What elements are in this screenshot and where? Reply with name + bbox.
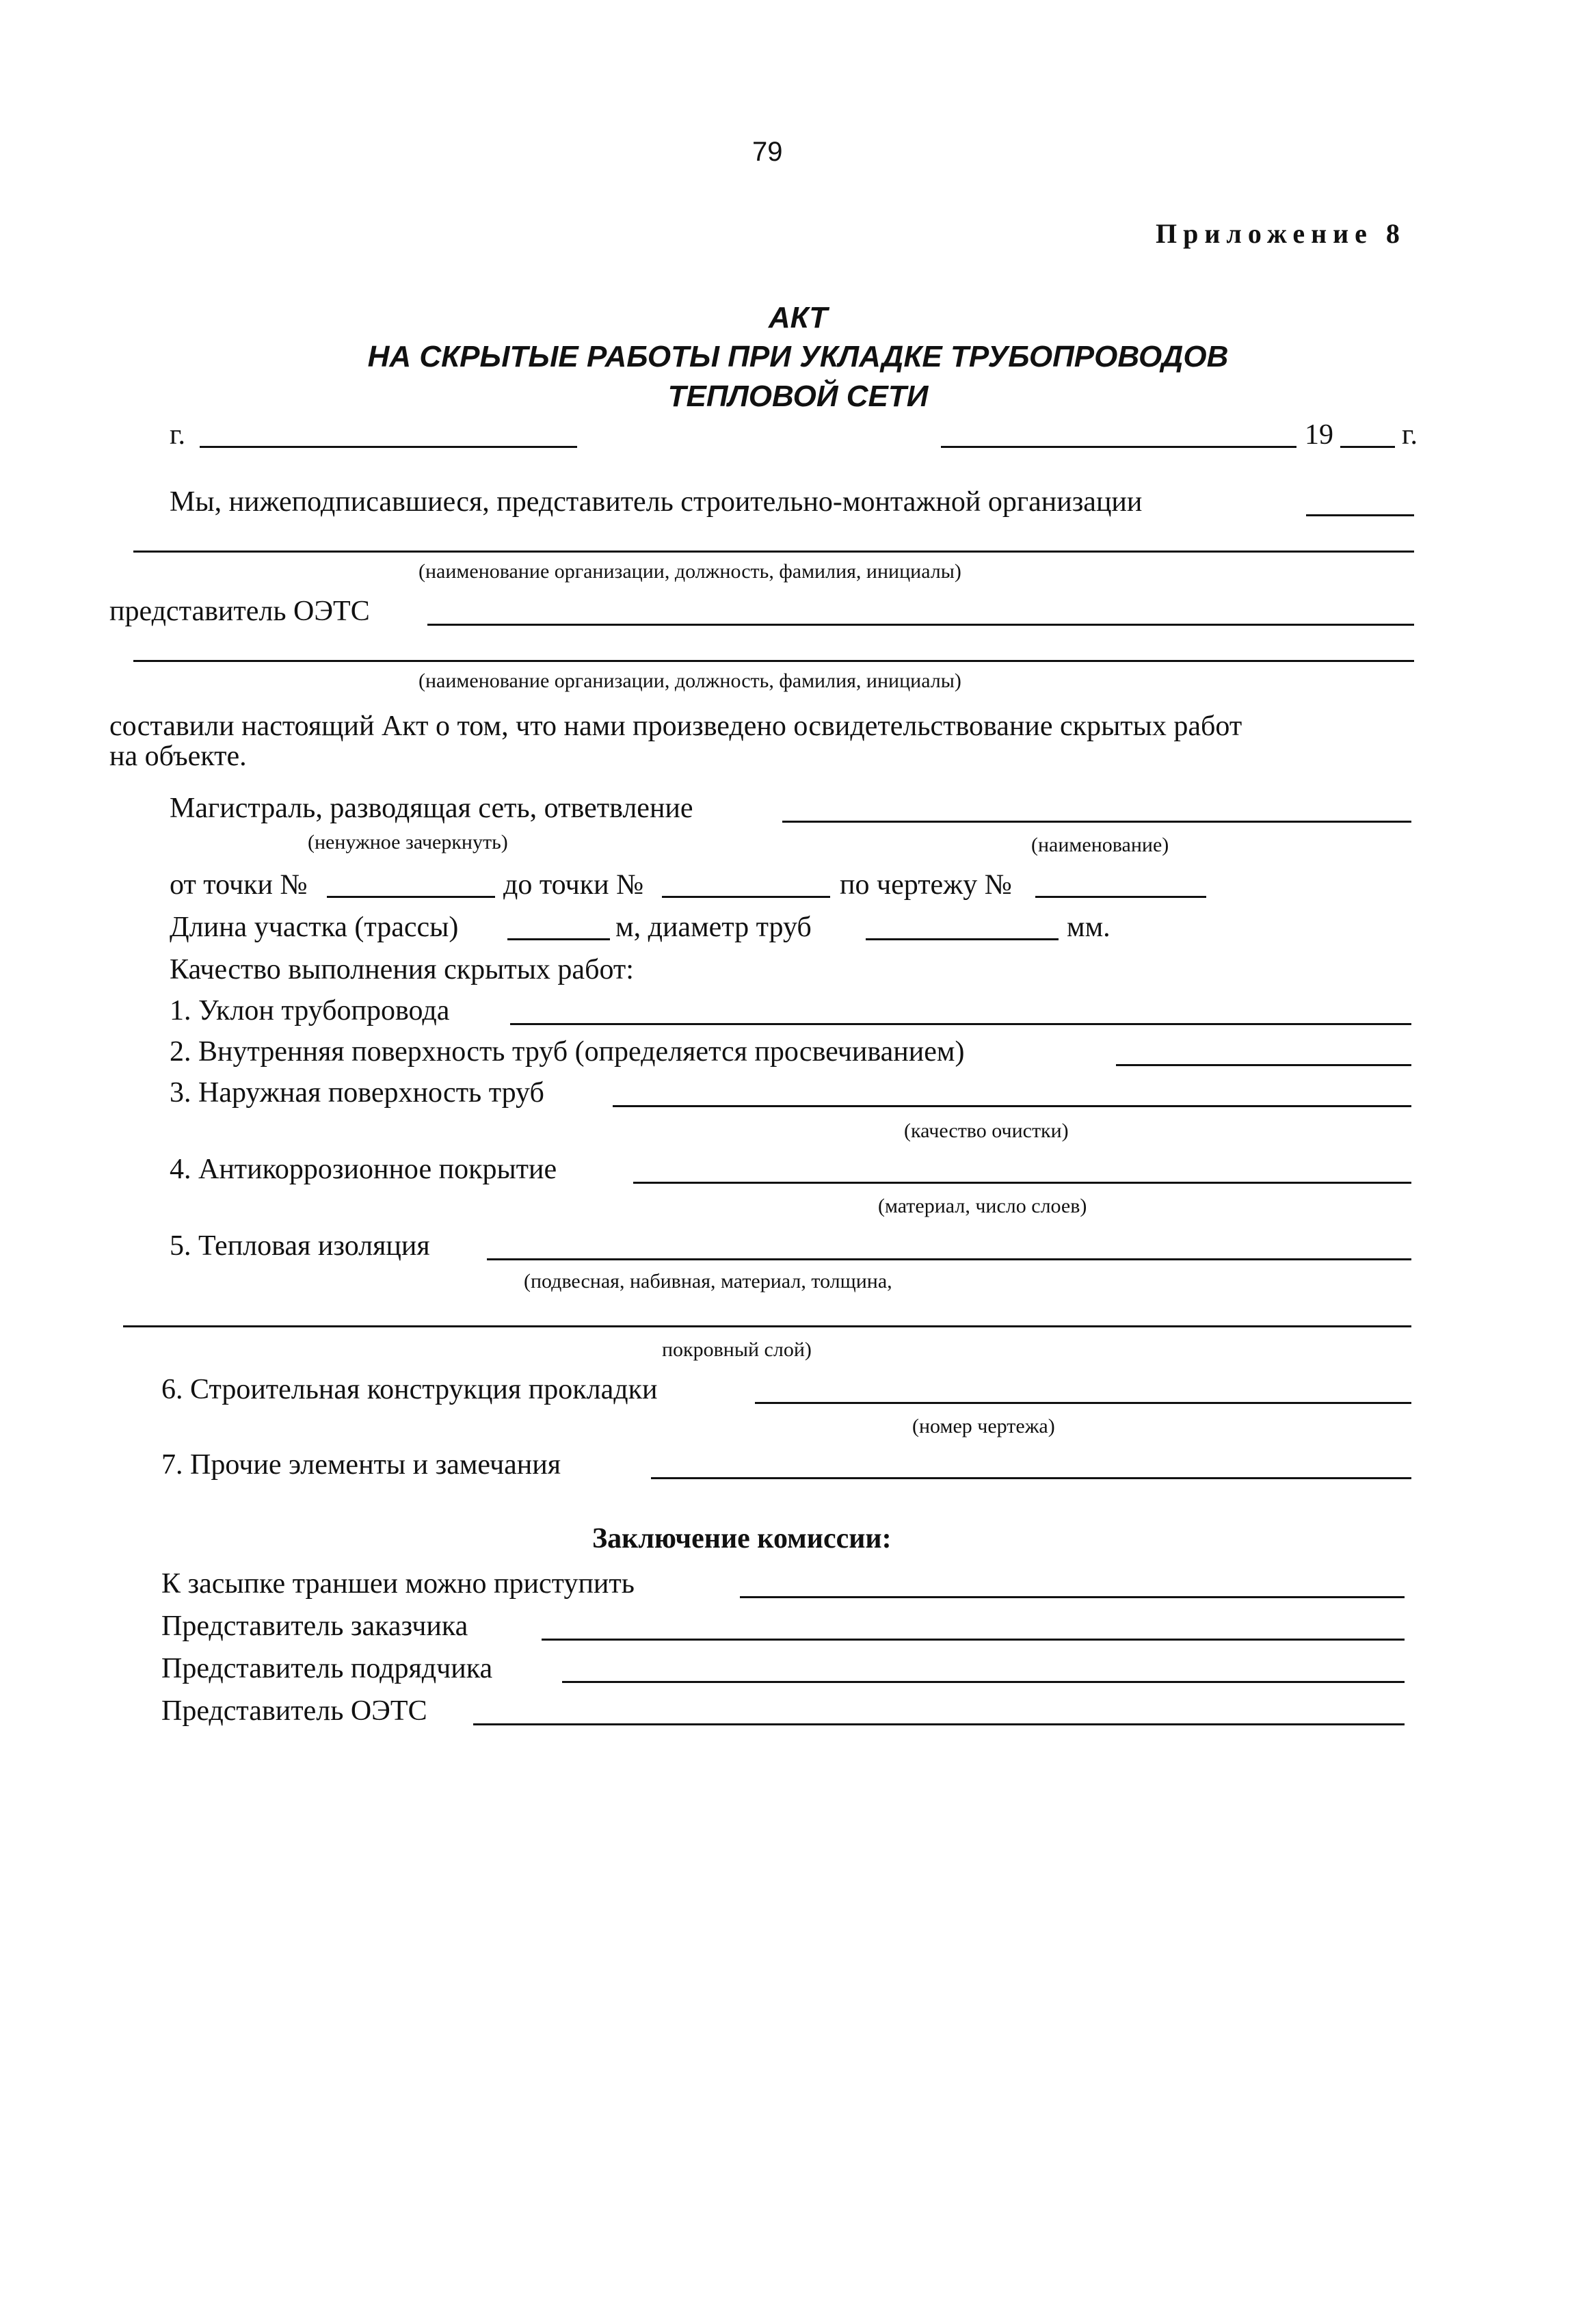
customer-rep-label: Представитель заказчика [161,1611,468,1642]
oets-rep-label: Представитель ОЭТС [161,1695,427,1727]
caption-drawing-number: (номер чертежа) [912,1415,1055,1437]
city-field[interactable] [200,446,577,448]
page-number: 79 [752,137,783,167]
city-prefix: г. [170,419,185,451]
anticorrosion-field[interactable] [633,1182,1411,1184]
outer-surface-field[interactable] [613,1105,1411,1107]
oets-label: представитель ОЭТС [109,596,370,627]
appendix-label: Приложение 8 [1156,218,1406,249]
item-other: 7. Прочие элементы и замечания [161,1449,561,1481]
contractor-rep-label: Представитель подрядчика [161,1653,493,1684]
length-label: Длина участка (трассы) [170,912,459,943]
oets-rep-field[interactable] [473,1723,1405,1725]
to-point-label: до точки № [503,869,644,901]
backfill-field[interactable] [740,1596,1405,1598]
insulation-field[interactable] [487,1258,1411,1260]
caption-cover-layer: покровный слой) [662,1338,812,1361]
caption-insulation: (подвесная, набивная, материал, толщина, [524,1270,892,1293]
document-title-line2: НА СКРЫТЫЕ РАБОТЫ ПРИ УКЛАДКЕ ТРУБОПРОВОДОВ [367,340,1229,373]
item-outer-surface: 3. Наружная поверхность труб [170,1077,544,1109]
item-construction: 6. Строительная конструкция прокладки [161,1374,658,1405]
diameter-field[interactable] [866,938,1059,940]
item-slope: 1. Уклон трубопровода [170,995,450,1026]
diameter-label: м, диаметр труб [615,912,812,943]
construction-field[interactable] [755,1402,1411,1404]
document-title-line3: ТЕПЛОВОЙ СЕТИ [667,380,929,413]
to-point-field[interactable] [662,896,830,898]
caption-material: (материал, число слоев) [878,1195,1087,1217]
diameter-unit: мм. [1067,912,1110,943]
drawing-label: по чертежу № [840,869,1012,901]
inner-surface-field[interactable] [1116,1064,1411,1066]
year-field[interactable] [1340,446,1395,448]
organization-field[interactable] [133,551,1414,553]
contractor-rep-field[interactable] [562,1681,1405,1683]
customer-rep-field[interactable] [542,1639,1405,1641]
insulation-field-2[interactable] [123,1325,1411,1327]
item-inner-surface: 2. Внутренняя поверхность труб (определяется просвечиванием) [170,1036,965,1068]
item-anticorrosion: 4. Антикоррозионное покрытие [170,1154,557,1185]
drawing-field[interactable] [1035,896,1206,898]
paragraph-line2: на объекте. [109,741,247,772]
conclusion-heading: Заключение комиссии: [592,1523,892,1554]
date-field[interactable] [941,446,1296,448]
other-field[interactable] [651,1477,1411,1479]
quality-heading: Качество выполнения скрытых работ: [170,954,634,985]
backfill-label: К засыпке траншеи можно приступить [161,1568,635,1600]
from-point-label: от точки № [170,869,308,901]
intro-line1: Мы, нижеподписавшиеся, представитель строительно-монтажной организации [170,486,1143,518]
network-label: Магистраль, разводящая сеть, ответвление [170,793,693,824]
oets-field-2[interactable] [133,660,1414,662]
paragraph-line1: составили настоящий Акт о том, что нами произведено освидетельствование скрытых работ [109,711,1242,742]
from-point-field[interactable] [327,896,495,898]
caption-oets: (наименование организации, должность, фамилия, инициалы) [418,670,961,692]
item-insulation: 5. Тепловая изоляция [170,1230,430,1262]
caption-name: (наименование) [1031,834,1169,856]
length-field[interactable] [507,938,610,940]
network-field[interactable] [782,821,1411,823]
oets-field[interactable] [427,624,1414,626]
slope-field[interactable] [510,1023,1411,1025]
caption-strike: (ненужное зачеркнуть) [308,831,508,853]
year-suffix: г. [1402,419,1418,451]
organization-field-end[interactable] [1306,514,1414,516]
year-prefix: 19 [1305,419,1333,451]
caption-cleaning: (качество очистки) [904,1119,1069,1142]
document-title: АКТ [768,301,828,334]
caption-organization: (наименование организации, должность, фамилия, инициалы) [418,560,961,583]
